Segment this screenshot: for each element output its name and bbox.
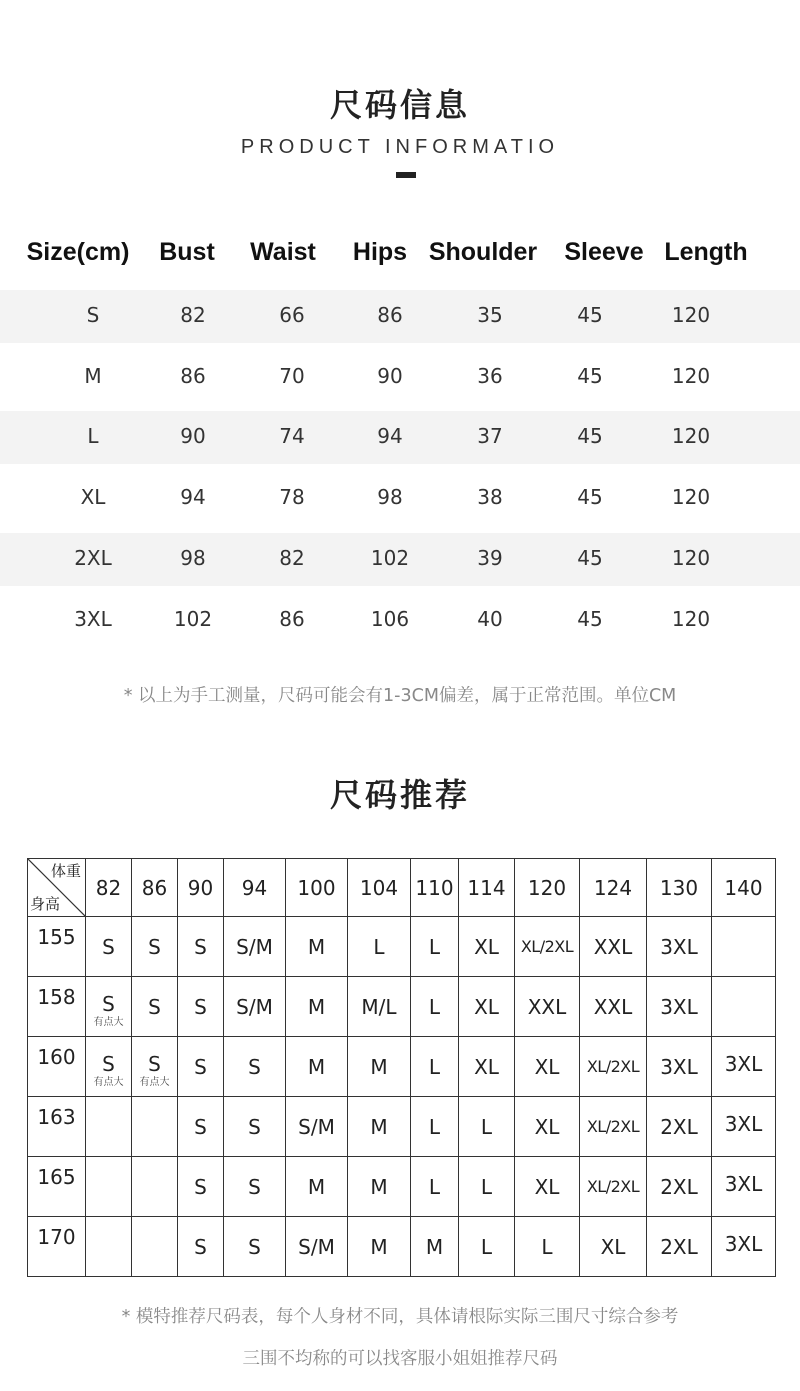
recommended-size: XXL: [527, 994, 567, 1019]
recommended-size: XL: [534, 1174, 560, 1199]
size-value: 45: [577, 303, 603, 327]
recommended-size: XL: [474, 934, 499, 959]
size-recommend-cell: [459, 977, 515, 1037]
recommended-size: XL: [534, 1054, 560, 1079]
recommended-size: 2XL: [660, 1174, 698, 1199]
size-recommend-cell: [178, 977, 224, 1037]
size-recommend-cell: [647, 917, 712, 977]
size-recommend-cell: [515, 917, 580, 977]
size-label: M: [84, 364, 102, 388]
size-recommend-cell: [580, 917, 647, 977]
size-recommend-cell: [132, 977, 178, 1037]
size-recommend-cell: [515, 1157, 580, 1217]
recommend-row: [28, 1157, 776, 1217]
size-recommend-cell: [580, 1097, 647, 1157]
weight-header: 124: [580, 859, 647, 917]
size-value: 86: [279, 607, 305, 631]
size-table-row: [0, 411, 800, 464]
size-table-header: [0, 238, 800, 278]
recommended-size: L: [373, 934, 385, 959]
size-recommend-cell: [348, 1157, 411, 1217]
recommended-size: L: [428, 1054, 441, 1079]
size-recommend-cell: [459, 1097, 515, 1157]
recommend-row: [28, 917, 776, 977]
size-recommend-cell: [411, 1217, 459, 1277]
size-recommend-cell: [178, 917, 224, 977]
recommend-row: [28, 1097, 776, 1157]
recommended-size: S: [102, 934, 115, 959]
recommended-size: S: [248, 1234, 261, 1259]
size-recommend-cell: [224, 1097, 286, 1157]
recommended-size: XXL: [593, 934, 633, 959]
size-recommend-cell: [515, 1037, 580, 1097]
size-value: 66: [279, 303, 305, 327]
size-recommend-cell: [132, 917, 178, 977]
size-value: 70: [279, 364, 305, 388]
size-value: 45: [577, 607, 603, 631]
recommended-size: 3XL: [660, 934, 698, 959]
size-recommend-cell: [712, 1217, 776, 1277]
weight-header: 90: [178, 859, 224, 917]
size-recommend-cell: [647, 1037, 712, 1097]
size-value: 120: [671, 303, 711, 327]
size-value: 120: [671, 546, 711, 570]
size-value: 94: [180, 485, 206, 509]
height-value: 163: [37, 1105, 76, 1129]
size-recommend-cell: [286, 1217, 348, 1277]
recommended-size: XL: [474, 1054, 499, 1079]
size-recommend-cell: [348, 1097, 411, 1157]
size-value: 102: [370, 546, 410, 570]
size-recommend-cell: [286, 1037, 348, 1097]
size-recommend-cell: [132, 1157, 178, 1217]
recommend-row: [28, 1037, 776, 1097]
height-value: 158: [37, 985, 76, 1009]
size-info-subtitle: PRODUCT INFORMATIO: [240, 136, 560, 158]
recommended-size: M: [307, 994, 326, 1019]
size-recommend-cell: [86, 1217, 132, 1277]
size-value: 120: [671, 424, 711, 448]
size-recommend-cell: [580, 1037, 647, 1097]
size-recommend-cell: [348, 917, 411, 977]
recommended-size: 3XL: [724, 1171, 763, 1196]
recommended-size: 2XL: [660, 1234, 698, 1259]
size-recommend-cell: [647, 977, 712, 1037]
size-value: 82: [279, 546, 305, 570]
size-recommend-cell: [712, 917, 776, 977]
weight-header: 110: [411, 859, 459, 917]
recommended-size: 3XL: [724, 1111, 763, 1136]
size-recommend-cell: [348, 1037, 411, 1097]
size-value: 86: [180, 364, 206, 388]
height-value: 165: [37, 1165, 76, 1189]
size-recommend-cell: [132, 1037, 178, 1097]
recommended-size: L: [480, 1114, 493, 1139]
size-value: 106: [370, 607, 410, 631]
size-recommend-cell: [580, 1157, 647, 1217]
recommended-size: S: [194, 994, 207, 1019]
size-recommend-table: [27, 858, 776, 1277]
recommended-size: L: [428, 934, 441, 959]
recommended-size: 3XL: [660, 994, 698, 1019]
size-recommend-title: 尺码推荐: [329, 776, 470, 814]
size-table-row: [0, 472, 800, 525]
size-recommend-cell: [712, 1037, 776, 1097]
size-recommend-cell: [647, 1217, 712, 1277]
size-value: 90: [377, 364, 403, 388]
size-recommend-cell: [459, 1157, 515, 1217]
recommended-size: S: [148, 994, 161, 1019]
weight-header: 114: [459, 859, 515, 917]
recommended-size: S: [194, 934, 207, 959]
recommended-size: M/L: [361, 994, 397, 1019]
size-recommend-cell: [178, 1097, 224, 1157]
size-recommend-cell: [712, 1157, 776, 1217]
size-recommend-cell: [178, 1037, 224, 1097]
recommended-size: M: [370, 1114, 388, 1139]
size-value: 120: [671, 485, 711, 509]
size-recommend-cell: [86, 1037, 132, 1097]
height-cell: [28, 917, 86, 977]
recommended-size: S/M: [236, 934, 273, 959]
size-recommend-cell: [348, 1217, 411, 1277]
recommended-size: M: [370, 1234, 388, 1259]
recommended-size: S: [148, 1051, 161, 1076]
size-info-title: 尺码信息: [329, 86, 470, 124]
size-recommend-cell: [411, 1097, 459, 1157]
height-label: 身高: [30, 895, 61, 913]
recommended-size: 2XL: [660, 1114, 698, 1139]
size-value: 120: [671, 364, 711, 388]
recommended-size: M: [370, 1054, 388, 1079]
recommended-size: S: [102, 991, 115, 1016]
size-table-row: [0, 351, 800, 404]
size-recommend-cell: [515, 1097, 580, 1157]
height-cell: [28, 1037, 86, 1097]
size-recommend-cell: [348, 977, 411, 1037]
size-table-note: * 以上为手工测量，尺码可能会有1-3CM偏差，属于正常范围。单位CM: [123, 686, 677, 706]
recommended-size: S/M: [236, 994, 273, 1019]
size-recommend-cell: [286, 1157, 348, 1217]
recommended-size: XL: [600, 1234, 626, 1259]
size-label: S: [86, 303, 100, 327]
recommended-size: M: [425, 1234, 444, 1259]
size-col-header: Shoulder: [428, 238, 538, 266]
size-value: 40: [477, 607, 503, 631]
recommended-size: M: [370, 1174, 388, 1199]
recommended-size: M: [307, 1174, 326, 1199]
size-value: 98: [180, 546, 206, 570]
size-value: 45: [577, 546, 603, 570]
size-value: 45: [577, 424, 603, 448]
recommended-size: L: [541, 1234, 553, 1259]
size-recommend-cell: [224, 977, 286, 1037]
size-recommend-cell: [580, 1217, 647, 1277]
title-divider: [396, 172, 416, 178]
size-value: 39: [477, 546, 503, 570]
recommended-size: S: [102, 1051, 115, 1076]
recommended-size: 3XL: [724, 1231, 763, 1256]
size-label: 3XL: [74, 607, 112, 631]
recommended-size: S: [248, 1114, 261, 1139]
fit-note: 有点大: [139, 1076, 170, 1088]
size-recommend-cell: [712, 1097, 776, 1157]
size-col-header: Bust: [159, 238, 215, 266]
size-recommend-cell: [224, 917, 286, 977]
fit-note: 有点大: [93, 1076, 124, 1088]
fit-note: 有点大: [93, 1016, 124, 1028]
weight-header: 140: [712, 859, 776, 917]
recommended-size: S: [148, 934, 161, 959]
recommend-note-line2: 三围不均称的可以找客服小姐姐推荐尺码: [242, 1349, 558, 1369]
size-table-row: [0, 594, 800, 647]
recommended-size: XL: [474, 994, 499, 1019]
size-recommend-cell: [411, 977, 459, 1037]
height-value: 170: [37, 1225, 76, 1249]
size-recommend-cell: [515, 977, 580, 1037]
size-recommend-cell: [178, 1157, 224, 1217]
recommended-size: L: [480, 1234, 493, 1259]
size-recommend-cell: [132, 1097, 178, 1157]
recommended-size: 3XL: [660, 1054, 698, 1079]
size-value: 94: [377, 424, 403, 448]
height-value: 160: [37, 1045, 76, 1069]
size-recommend-cell: [515, 1217, 580, 1277]
size-recommend-cell: [712, 977, 776, 1037]
size-value: 37: [477, 424, 503, 448]
recommended-size: L: [428, 1174, 441, 1199]
size-recommend-cell: [647, 1097, 712, 1157]
size-label: L: [87, 424, 99, 448]
weight-header: 120: [515, 859, 580, 917]
size-recommend-cell: [86, 917, 132, 977]
recommended-size: XL/2XL: [586, 1056, 640, 1076]
weight-header: 86: [132, 859, 178, 917]
size-col-header: Size(cm): [26, 238, 130, 266]
size-value: 90: [180, 424, 206, 448]
size-recommend-cell: [411, 1037, 459, 1097]
size-recommend-cell: [224, 1037, 286, 1097]
height-cell: [28, 977, 86, 1037]
weight-label: 体重: [50, 862, 81, 880]
size-table-row: [0, 533, 800, 586]
recommended-size: S/M: [298, 1234, 335, 1259]
recommend-note-line1: * 模特推荐尺码表，每个人身材不同，具体请根际实际三围尺寸综合参考: [121, 1307, 679, 1327]
height-cell: [28, 1157, 86, 1217]
size-table-row: [0, 290, 800, 343]
weight-header: 100: [286, 859, 348, 917]
recommended-size: S: [194, 1234, 207, 1259]
recommended-size: M: [307, 934, 326, 959]
recommended-size: S: [194, 1174, 207, 1199]
size-recommend-cell: [459, 1217, 515, 1277]
size-value: 98: [377, 485, 403, 509]
height-cell: [28, 1217, 86, 1277]
recommended-size: S: [248, 1174, 261, 1199]
recommended-size: XL/2XL: [586, 1176, 640, 1196]
size-recommend-cell: [224, 1157, 286, 1217]
recommended-size: L: [480, 1174, 493, 1199]
size-value: 38: [477, 485, 503, 509]
weight-header: 94: [224, 859, 286, 917]
recommended-size: 3XL: [724, 1051, 763, 1076]
size-recommend-cell: [86, 1157, 132, 1217]
recommended-size: M: [307, 1054, 326, 1079]
size-recommend-cell: [286, 917, 348, 977]
size-recommend-cell: [86, 977, 132, 1037]
size-recommend-cell: [86, 1097, 132, 1157]
size-label: XL: [80, 485, 106, 509]
recommended-size: XL/2XL: [586, 1116, 640, 1136]
size-recommend-cell: [647, 1157, 712, 1217]
size-col-header: Hips: [352, 238, 408, 266]
size-recommend-cell: [132, 1217, 178, 1277]
height-cell: [28, 1097, 86, 1157]
size-col-header: Length: [664, 238, 748, 266]
recommend-row: [28, 977, 776, 1037]
recommend-row: [28, 1217, 776, 1277]
size-recommend-cell: [178, 1217, 224, 1277]
size-col-header: Sleeve: [564, 238, 644, 266]
recommended-size: S: [194, 1114, 207, 1139]
recommended-size: L: [428, 994, 441, 1019]
size-value: 36: [477, 364, 503, 388]
size-value: 82: [180, 303, 206, 327]
size-recommend-cell: [411, 917, 459, 977]
size-value: 74: [279, 424, 305, 448]
weight-header: 104: [348, 859, 411, 917]
recommended-size: XXL: [593, 994, 633, 1019]
recommended-size: S: [248, 1054, 261, 1079]
size-col-header: Waist: [250, 238, 316, 266]
size-label: 2XL: [74, 546, 112, 570]
size-recommend-cell: [580, 977, 647, 1037]
recommended-size: XL/2XL: [520, 936, 574, 956]
recommended-size: L: [428, 1114, 441, 1139]
size-recommend-cell: [459, 917, 515, 977]
recommended-size: S/M: [298, 1114, 335, 1139]
size-recommend-cell: [224, 1217, 286, 1277]
size-recommend-cell: [286, 1097, 348, 1157]
size-value: 120: [671, 607, 711, 631]
recommended-size: XL: [534, 1114, 560, 1139]
size-recommend-cell: [286, 977, 348, 1037]
size-recommend-cell: [411, 1157, 459, 1217]
size-recommend-cell: [459, 1037, 515, 1097]
recommend-header-row: [28, 859, 776, 917]
size-value: 78: [279, 485, 305, 509]
recommended-size: S: [194, 1054, 207, 1079]
size-value: 86: [377, 303, 403, 327]
weight-header: 130: [647, 859, 712, 917]
weight-header: 82: [86, 859, 132, 917]
size-value: 102: [173, 607, 213, 631]
size-value: 45: [577, 364, 603, 388]
corner-cell: [28, 859, 86, 917]
height-value: 155: [37, 925, 76, 949]
size-value: 35: [477, 303, 503, 327]
size-value: 45: [577, 485, 603, 509]
